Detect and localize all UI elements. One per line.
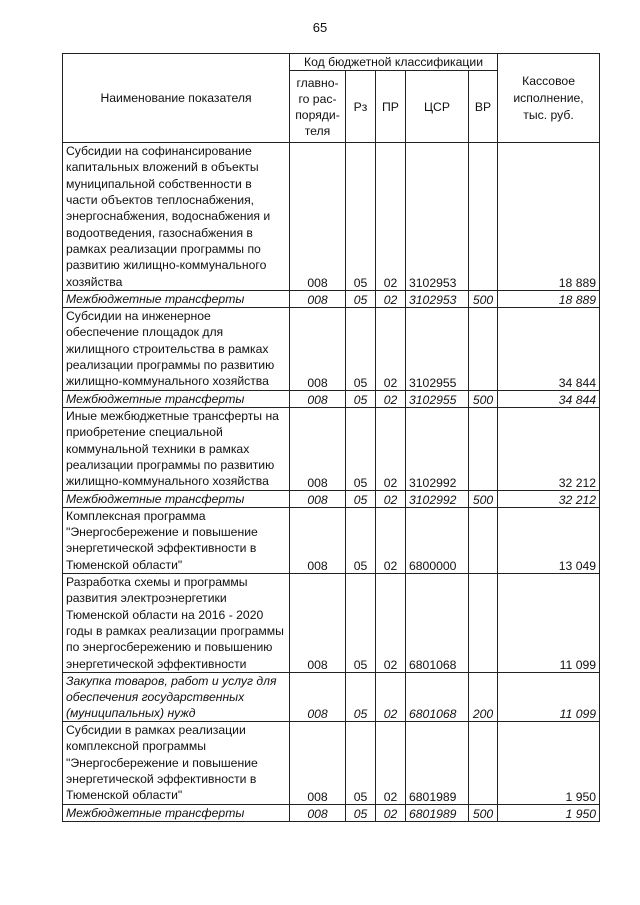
table-row	[63, 804, 600, 821]
table-row	[63, 143, 600, 291]
row-grs: 008	[290, 721, 346, 804]
row-pr: 02	[376, 407, 406, 490]
row-pr: 02	[376, 143, 406, 291]
row-grs: 008	[290, 143, 346, 291]
row-name: Субсидии в рамках реализации комплексной программы "Энергосбережение и повышение энергетической эффективности в Тюменской области"	[63, 721, 290, 804]
row-vr	[469, 721, 498, 804]
header-name-column: Наименование показателя	[63, 54, 290, 143]
header-csr-column: ЦСР	[406, 71, 469, 143]
row-rz: 05	[346, 407, 376, 490]
table-row	[63, 672, 600, 721]
row-name: Иные межбюджетные трансферты на приобретение специальной коммунальной техники в рамках реализации программы по развитию жилищно-коммунального хозяйства	[63, 407, 290, 490]
row-pr: 02	[376, 490, 406, 507]
table-row	[63, 308, 600, 391]
row-sum: 13 049	[498, 507, 600, 573]
table-row	[63, 721, 600, 804]
row-vr	[469, 407, 498, 490]
row-grs: 008	[290, 672, 346, 721]
row-name: Межбюджетные трансферты	[63, 291, 290, 308]
row-rz: 05	[346, 672, 376, 721]
row-pr: 02	[376, 308, 406, 391]
header-code-group: Код бюджетной классификации	[290, 54, 498, 71]
row-name: Субсидии на инженерное обеспечение площадок для жилищного строительства в рамках реализации программы по развитию жилищно-коммунального хозяйства	[63, 308, 290, 391]
row-grs: 008	[290, 407, 346, 490]
row-vr	[469, 143, 498, 291]
row-rz: 05	[346, 143, 376, 291]
row-name: Комплексная программа "Энергосбережение и повышение энергетической эффективности в Тюменской области"	[63, 507, 290, 573]
row-rz: 05	[346, 291, 376, 308]
page-number: 65	[312, 20, 328, 35]
row-rz: 05	[346, 507, 376, 573]
row-grs: 008	[290, 308, 346, 391]
row-name: Разработка схемы и программы развития электроэнергетики Тюменской области на 2016 - 2020 годы в рамках реализации программы по энергосбережению и повышению энергетической эффективности	[63, 573, 290, 672]
row-pr: 02	[376, 573, 406, 672]
row-vr	[469, 308, 498, 391]
row-csr: 6800000	[406, 507, 469, 573]
row-grs: 008	[290, 507, 346, 573]
row-vr: 500	[469, 490, 498, 507]
row-name: Межбюджетные трансферты	[63, 490, 290, 507]
row-rz: 05	[346, 390, 376, 407]
table-row	[63, 407, 600, 490]
row-pr: 02	[376, 721, 406, 804]
row-sum: 34 844	[498, 308, 600, 391]
header-grs-label: главно-го рас-поряди-теля	[295, 75, 340, 138]
header-vr-column: ВР	[469, 71, 498, 143]
row-csr: 6801989	[406, 721, 469, 804]
header-sum-label: Кассовое исполнение, тыс. руб.	[513, 73, 584, 122]
row-sum: 32 212	[498, 490, 600, 507]
row-csr: 3102953	[406, 143, 469, 291]
table-row	[63, 390, 600, 407]
row-sum: 1 950	[498, 804, 600, 821]
row-csr: 3102955	[406, 308, 469, 391]
row-sum: 34 844	[498, 390, 600, 407]
row-vr: 500	[469, 390, 498, 407]
row-rz: 05	[346, 573, 376, 672]
row-vr	[469, 573, 498, 672]
row-csr: 6801068	[406, 573, 469, 672]
row-pr: 02	[376, 672, 406, 721]
row-grs: 008	[290, 804, 346, 821]
table-row	[63, 490, 600, 507]
row-grs: 008	[290, 390, 346, 407]
row-sum: 1 950	[498, 721, 600, 804]
row-vr: 500	[469, 291, 498, 308]
row-rz: 05	[346, 308, 376, 391]
header-grs-column	[290, 71, 346, 143]
table-row	[63, 507, 600, 573]
row-grs: 008	[290, 291, 346, 308]
row-name: Субсидии на софинансирование капитальных вложений в объекты муниципальной собственности в части объектов теплоснабжения, энергоснабжения, водоснабжения и водоотведения, газоснабжения в рамках реализации программы по развитию жилищно-коммунального хозяйства	[63, 143, 290, 291]
row-grs: 008	[290, 573, 346, 672]
budget-table	[62, 53, 600, 822]
row-pr: 02	[376, 291, 406, 308]
row-vr: 200	[469, 672, 498, 721]
row-csr: 3102992	[406, 490, 469, 507]
row-sum: 18 889	[498, 291, 600, 308]
row-vr: 500	[469, 804, 498, 821]
row-csr: 3102953	[406, 291, 469, 308]
row-sum: 18 889	[498, 143, 600, 291]
row-rz: 05	[346, 721, 376, 804]
row-pr: 02	[376, 390, 406, 407]
row-name: Межбюджетные трансферты	[63, 390, 290, 407]
row-name: Закупка товаров, работ и услуг для обеспечения государственных (муниципальных) нужд	[63, 672, 290, 721]
row-rz: 05	[346, 804, 376, 821]
row-sum: 32 212	[498, 407, 600, 490]
row-vr	[469, 507, 498, 573]
header-pr-column: ПР	[376, 71, 406, 143]
table-row	[63, 291, 600, 308]
row-csr: 6801989	[406, 804, 469, 821]
header-rz-column: Рз	[346, 71, 376, 143]
row-csr: 3102992	[406, 407, 469, 490]
row-sum: 11 099	[498, 672, 600, 721]
row-sum: 11 099	[498, 573, 600, 672]
row-grs: 008	[290, 490, 346, 507]
row-csr: 3102955	[406, 390, 469, 407]
row-pr: 02	[376, 507, 406, 573]
row-pr: 02	[376, 804, 406, 821]
header-sum-column	[498, 54, 600, 143]
row-rz: 05	[346, 490, 376, 507]
row-name: Межбюджетные трансферты	[63, 804, 290, 821]
row-csr: 6801068	[406, 672, 469, 721]
table-row	[63, 573, 600, 672]
